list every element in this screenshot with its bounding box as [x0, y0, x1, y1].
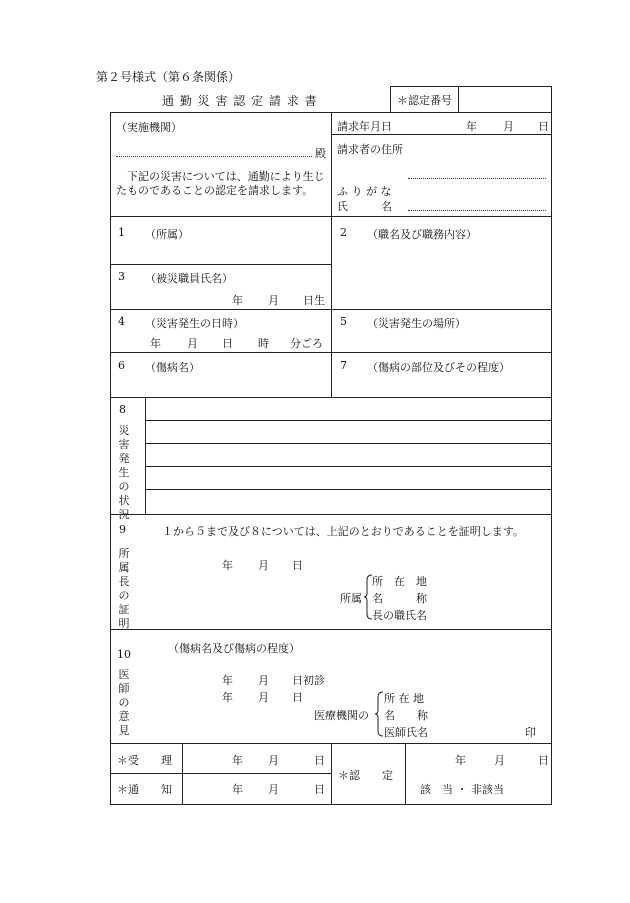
approval-day: 日	[538, 754, 549, 767]
request-text: 下記の災害については、通勤により生じたものであることの認定を請求します。	[116, 170, 325, 197]
field8-label: 災害発生の状況	[118, 424, 130, 521]
incident-hour: 時	[258, 337, 269, 350]
field9-num: 9	[119, 523, 126, 536]
opinion-month: 月	[258, 691, 269, 704]
field7-label: （傷病の部位及びその程度）	[367, 361, 510, 374]
field6-num: 6	[118, 359, 125, 372]
field5-num: 5	[340, 315, 347, 328]
incident-year: 年	[150, 337, 161, 350]
field3-num: 3	[118, 270, 125, 283]
request-day: 日	[538, 120, 549, 133]
requester-address-label: 請求者の住所	[337, 143, 403, 156]
field2-label: （職名及び職務内容）	[367, 228, 477, 241]
cert-year: 年	[222, 559, 233, 572]
approval-label: ＊認 定	[338, 769, 393, 782]
field6-label: （傷病名）	[145, 361, 200, 374]
form-number: 第２号様式（第６条関係）	[96, 70, 241, 84]
notice-day: 日	[314, 783, 325, 796]
birth-year: 年	[232, 294, 243, 307]
field10-orgname: 名 称	[384, 709, 428, 722]
visit-month: 月	[258, 674, 269, 687]
cert-day: 日	[292, 559, 303, 572]
notice-year: 年	[232, 783, 243, 796]
receipt-label: ＊受 理	[117, 754, 172, 767]
visit-year: 年	[222, 674, 233, 687]
field4-num: 4	[118, 315, 125, 328]
form-title: 通 勤 災 害 認 定 請 求 書	[162, 94, 318, 108]
field5-label: （災害発生の場所）	[367, 317, 466, 330]
approval-result[interactable]: 該 当 ・ 非該当	[420, 783, 504, 796]
requester-name-line[interactable]	[408, 210, 546, 211]
field9-orgname: 名 称	[372, 592, 427, 605]
institution-line[interactable]	[116, 156, 312, 157]
receipt-year: 年	[232, 754, 243, 767]
approval-year: 年	[455, 754, 466, 767]
incident-day: 日	[222, 337, 233, 350]
opinion-day: 日	[292, 691, 303, 704]
bracket-icon	[374, 691, 384, 737]
opinion-year: 年	[222, 691, 233, 704]
furigana-label: ふ り が な	[337, 185, 392, 198]
request-date-label: 請求年月日	[337, 120, 392, 133]
field4-label: （災害発生の日時）	[145, 317, 244, 330]
requester-name-label: 氏 名	[337, 200, 392, 213]
field8-num: 8	[119, 403, 126, 416]
field9-head: 長の職氏名	[372, 609, 427, 622]
field10-num: 10	[117, 648, 131, 661]
birth-month: 月	[268, 294, 279, 307]
field1-label: （所属）	[145, 228, 189, 241]
cert-month: 月	[258, 559, 269, 572]
field2-num: 2	[340, 226, 347, 239]
incident-month: 月	[187, 337, 198, 350]
field10-doctor: 医師氏名	[384, 726, 428, 739]
seal-label: 印	[525, 726, 536, 739]
field10-inst: 医療機関の	[314, 709, 369, 722]
field10-sub: （傷病名及び傷病の程度）	[168, 642, 300, 655]
field3-label: （被災職員氏名）	[145, 272, 233, 285]
requester-address-line[interactable]	[408, 178, 546, 179]
notice-month: 月	[268, 783, 279, 796]
field10-addr: 所 在 地	[384, 692, 424, 705]
institution-label: （実施機関）	[116, 121, 182, 134]
field1-num: 1	[118, 226, 125, 239]
birth-day: 日生	[303, 294, 325, 307]
cert-number-label: ＊認定番号	[397, 94, 452, 107]
incident-minute: 分ごろ	[290, 337, 323, 350]
field9-label: 所属長の証明	[118, 547, 130, 630]
approval-month: 月	[494, 754, 505, 767]
request-month: 月	[503, 120, 514, 133]
receipt-month: 月	[268, 754, 279, 767]
field7-num: 7	[340, 359, 347, 372]
field9-affil: 所属	[340, 592, 362, 605]
first-visit: 日初診	[292, 674, 325, 687]
request-year: 年	[466, 120, 477, 133]
dono-label: 殿	[315, 147, 326, 160]
field9-addr: 所 在 地	[372, 575, 427, 588]
receipt-day: 日	[314, 754, 325, 767]
field10-label: 医師の意見	[118, 668, 130, 737]
field9-statement: １から５まで及び８については、上記のとおりであることを証明します。	[162, 525, 524, 538]
notice-label: ＊通 知	[117, 783, 172, 796]
